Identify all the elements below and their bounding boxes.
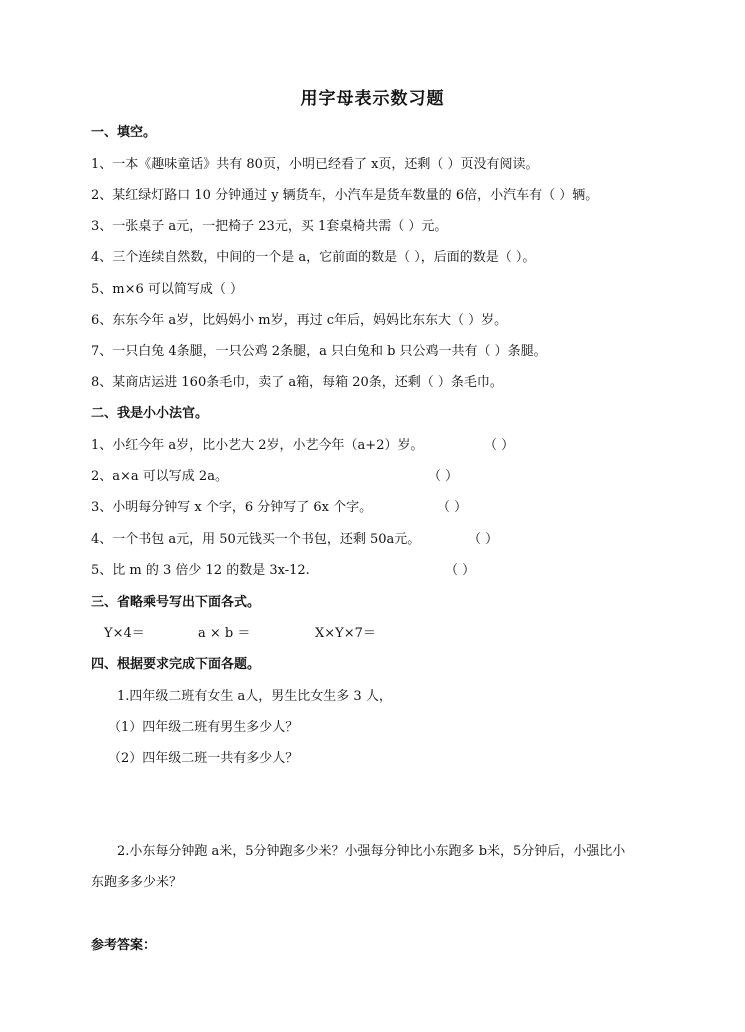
page-title: 用字母表示数习题 [300, 89, 445, 109]
section4-heading: 四、根据要求完成下面各题。 [91, 657, 261, 672]
fill-item-8: 8、某商店运进 160条毛巾，卖了 a箱，每箱 20条，还剩（ ）条毛巾。 [91, 375, 503, 390]
judge-item-1: 1、小红今年 a岁，比小艺大 2岁，小艺今年（a+2）岁。 [91, 438, 424, 453]
fill-item-4: 4、三个连续自然数，中间的一个是 a，它前面的数是（ ），后面的数是（ ）。 [91, 250, 536, 265]
judge-answer-box-2: （ ） [428, 469, 459, 484]
answers-heading: 参考答案： [91, 938, 157, 953]
fill-item-3: 3、一张桌子 a元，一把椅子 23元，买 1套桌椅共需（ ）元。 [91, 219, 448, 234]
fill-item-1: 1、一本《趣味童话》共有 80页，小明已经看了 x页，还剩（ ）页没有阅读。 [91, 157, 539, 172]
fill-item-5: 5、m×6 可以简写成（ ） [91, 282, 244, 297]
judge-answer-box-5: （ ） [445, 563, 476, 578]
judge-item-3: 3、小明每分钟写 x 个字，6 分钟写了 6x 个字。 [91, 500, 373, 515]
judge-answer-box-4: （ ） [468, 532, 499, 547]
fill-item-7: 7、一只白兔 4条腿，一只公鸡 2条腿，a 只白兔和 b 只公鸡一共有（ ）条腿。 [91, 344, 547, 359]
judge-item-4: 4、一个书包 a元，用 50元钱买一个书包，还剩 50a元。 [91, 532, 421, 547]
judge-answer-box-3: （ ） [437, 500, 468, 515]
problem-2-line-2: 东跑多多少米？ [91, 875, 183, 890]
section2-heading: 二、我是小小法官。 [91, 406, 209, 421]
problem-1-part-2: （2）四年级二班一共有多少人？ [108, 751, 299, 766]
section3-heading: 三、省略乘号写出下面各式。 [91, 595, 261, 610]
expr-3: X×Y×7＝ [315, 626, 376, 641]
fill-item-2: 2、某红绿灯路口 10 分钟通过 y 辆货车，小汽车是货车数量的 6倍，小汽车有（ ）辆。 [91, 188, 599, 203]
expr-1: Y×4＝ [104, 626, 145, 641]
judge-item-5: 5、比 m 的 3 倍少 12 的数是 3x-12. [91, 563, 310, 578]
judge-item-2: 2、a×a 可以写成 2a。 [91, 469, 228, 484]
problem-2-line-1: 2.小东每分钟跑 a米，5分钟跑多少米？小强每分钟比小东跑多 b米，5分钟后，小强比小 [117, 844, 626, 859]
fill-item-6: 6、东东今年 a岁，比妈妈小 m岁，再过 c年后，妈妈比东东大（ ）岁。 [91, 313, 508, 328]
judge-answer-box-1: （ ） [484, 438, 515, 453]
expr-2: a × b ＝ [198, 626, 251, 641]
problem-1: 1.四年级二班有女生 a人，男生比女生多 3 人， [117, 689, 392, 704]
problem-1-part-1: （1）四年级二班有男生多少人？ [108, 720, 299, 735]
section1-heading: 一、填空。 [91, 125, 157, 140]
